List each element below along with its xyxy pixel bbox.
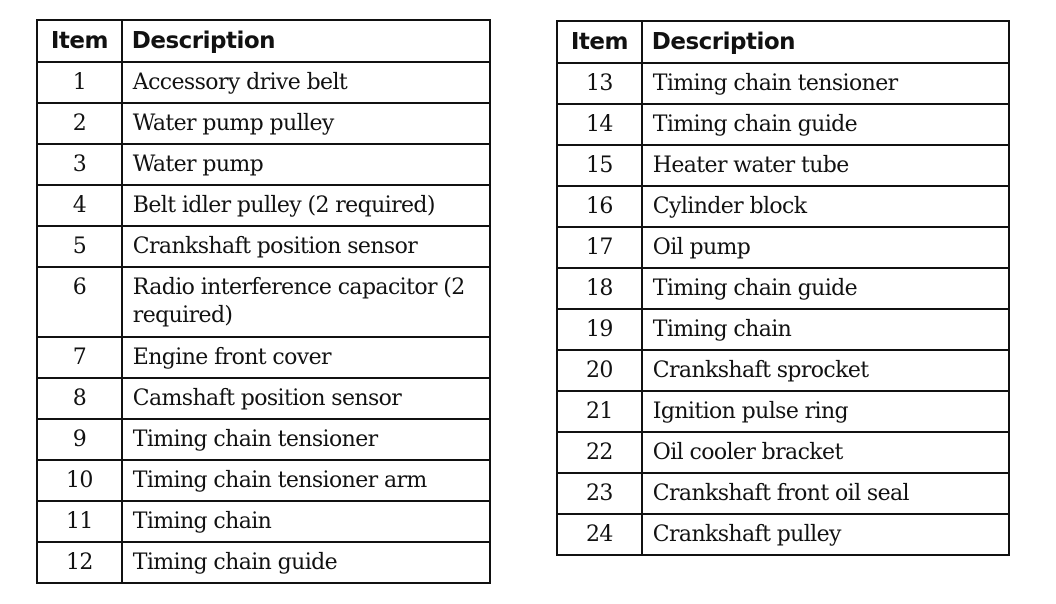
table-row: [37, 144, 490, 185]
table-row: [557, 145, 1009, 186]
table-row: [37, 378, 490, 419]
table-row: [37, 185, 490, 226]
item-description: Timing chain tensioner: [642, 63, 1009, 104]
item-number: 15: [557, 145, 642, 186]
item-number: 1: [37, 62, 122, 103]
item-number: 24: [557, 514, 642, 555]
item-description: Crankshaft pulley: [642, 514, 1009, 555]
item-description: Cylinder block: [642, 186, 1009, 227]
item-description: Timing chain: [122, 501, 490, 542]
column-header-description: Description: [642, 21, 1009, 63]
item-description: Radio interference capacitor (2 required): [122, 267, 490, 337]
table-row: [37, 460, 490, 501]
item-number: 9: [37, 419, 122, 460]
item-description: Water pump: [122, 144, 490, 185]
item-number: 19: [557, 309, 642, 350]
item-description: Accessory drive belt: [122, 62, 490, 103]
table-row: [37, 62, 490, 103]
table-row: [37, 103, 490, 144]
column-header-description: Description: [122, 20, 490, 62]
column-header-item: Item: [37, 20, 122, 62]
item-number: 18: [557, 268, 642, 309]
item-description: Timing chain tensioner arm: [122, 460, 490, 501]
table-row: [37, 226, 490, 267]
item-number: 20: [557, 350, 642, 391]
item-description: Water pump pulley: [122, 103, 490, 144]
table-row: [557, 227, 1009, 268]
item-number: 21: [557, 391, 642, 432]
item-number: 3: [37, 144, 122, 185]
item-description: Ignition pulse ring: [642, 391, 1009, 432]
item-number: 17: [557, 227, 642, 268]
parts-table-right: [556, 20, 1010, 556]
item-description: Belt idler pulley (2 required): [122, 185, 490, 226]
item-description: Crankshaft sprocket: [642, 350, 1009, 391]
item-description: Timing chain: [642, 309, 1009, 350]
item-description: Oil pump: [642, 227, 1009, 268]
item-number: 22: [557, 432, 642, 473]
item-number: 14: [557, 104, 642, 145]
item-description: Timing chain guide: [642, 268, 1009, 309]
item-number: 8: [37, 378, 122, 419]
table-row: [557, 350, 1009, 391]
item-description: Timing chain guide: [642, 104, 1009, 145]
table-header-row: [37, 20, 490, 62]
item-description: Heater water tube: [642, 145, 1009, 186]
item-number: 13: [557, 63, 642, 104]
item-number: 16: [557, 186, 642, 227]
table-row: [557, 473, 1009, 514]
column-header-item: Item: [557, 21, 642, 63]
item-number: 5: [37, 226, 122, 267]
table-row: [557, 309, 1009, 350]
item-description: Engine front cover: [122, 337, 490, 378]
table-row: [37, 542, 490, 583]
table-row: [557, 432, 1009, 473]
table-row: [37, 267, 490, 337]
table-row: [37, 501, 490, 542]
item-description: Timing chain guide: [122, 542, 490, 583]
item-number: 10: [37, 460, 122, 501]
item-number: 6: [37, 267, 122, 337]
table-row: [557, 63, 1009, 104]
table-row: [557, 268, 1009, 309]
item-description: Camshaft position sensor: [122, 378, 490, 419]
item-number: 11: [37, 501, 122, 542]
table-row: [37, 337, 490, 378]
item-description: Crankshaft front oil seal: [642, 473, 1009, 514]
item-number: 2: [37, 103, 122, 144]
item-description: Oil cooler bracket: [642, 432, 1009, 473]
table-row: [557, 104, 1009, 145]
item-number: 23: [557, 473, 642, 514]
table-row: [557, 186, 1009, 227]
item-description: Timing chain tensioner: [122, 419, 490, 460]
table-header-row: [557, 21, 1009, 63]
parts-table-left: [36, 19, 491, 584]
item-number: 7: [37, 337, 122, 378]
item-description: Crankshaft position sensor: [122, 226, 490, 267]
table-row: [37, 419, 490, 460]
item-number: 4: [37, 185, 122, 226]
table-row: [557, 514, 1009, 555]
item-number: 12: [37, 542, 122, 583]
table-row: [557, 391, 1009, 432]
